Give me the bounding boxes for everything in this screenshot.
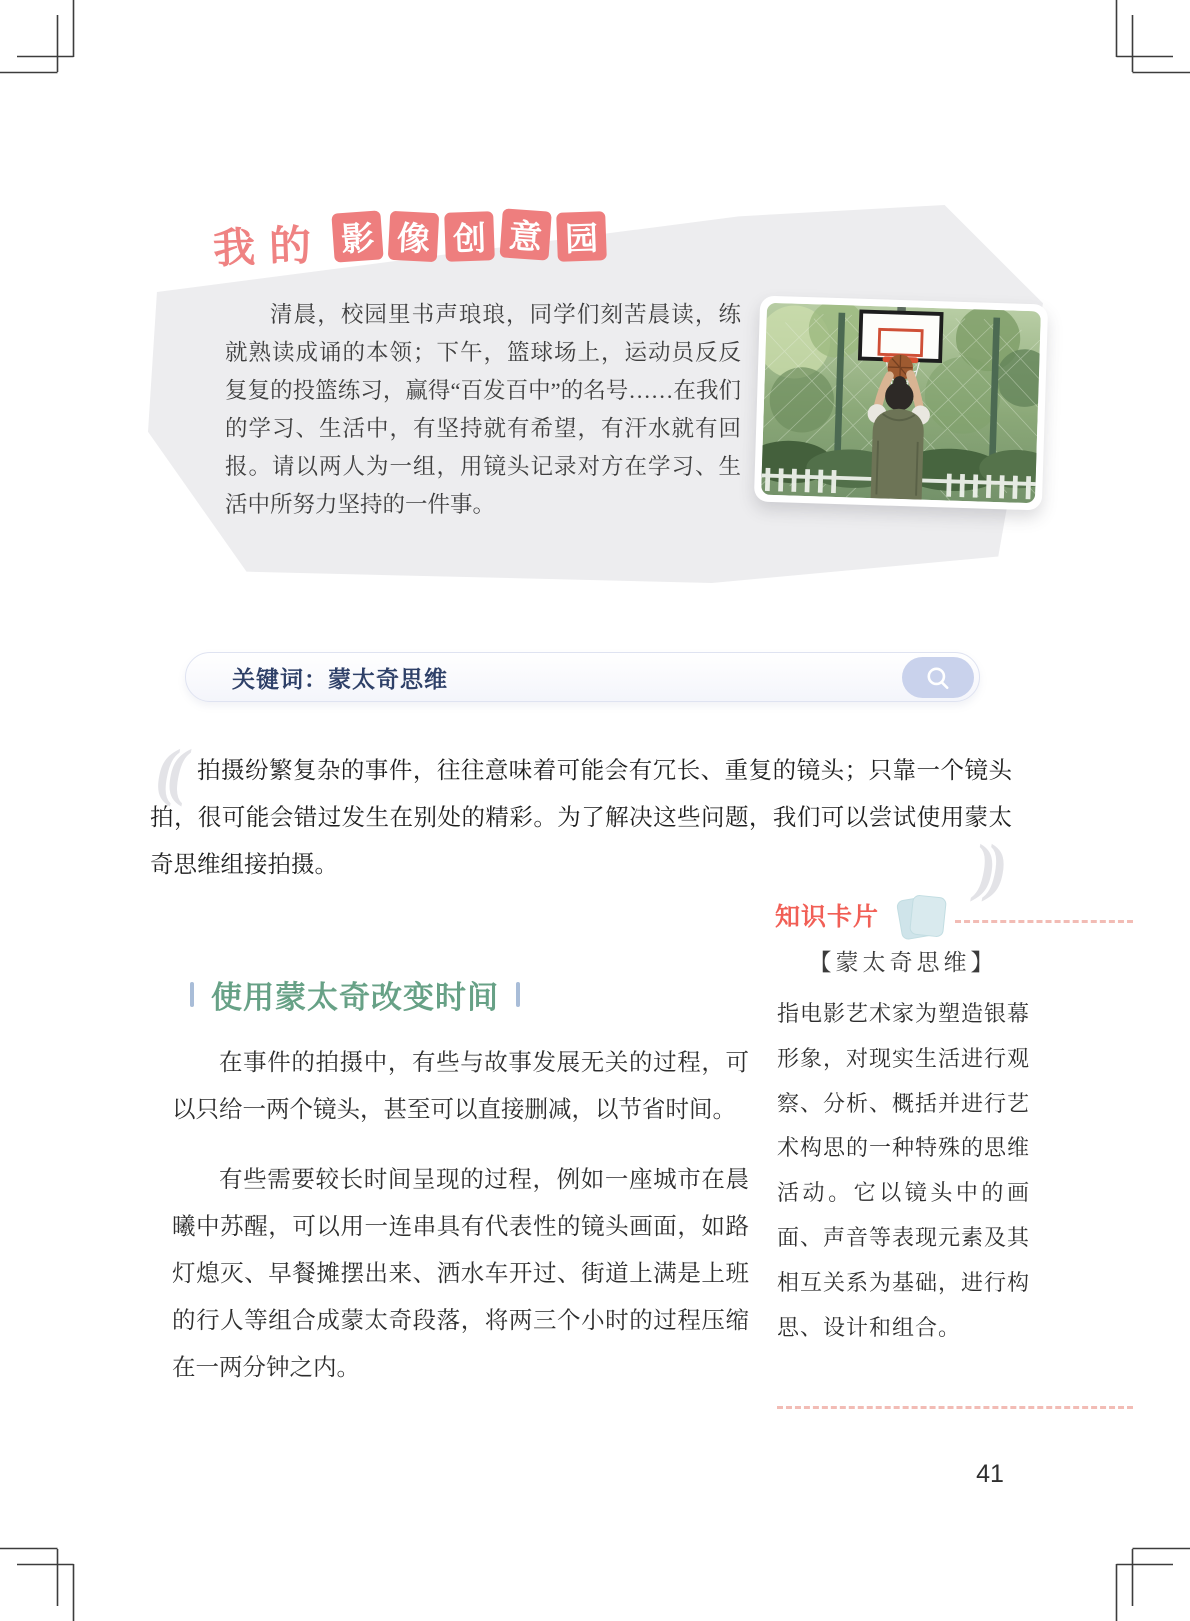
keyword-label: 关键词：蒙太奇思维 <box>232 665 448 692</box>
section-heading-text: 使用蒙太奇改变时间 <box>211 980 499 1015</box>
page-title-prefix: 我的 <box>212 221 326 272</box>
dashed-divider-top <box>955 920 1133 923</box>
dashed-divider-bottom <box>777 1406 1133 1409</box>
crop-mark-top-left <box>0 0 80 80</box>
title-tile: 园 <box>556 211 607 262</box>
title-tile: 创 <box>444 211 495 262</box>
intro-paragraph: 清晨，校园里书声琅琅，同学们刻苦晨读，练就熟读成诵的本领；下午，篮球场上，运动员反反复复的投篮练习，赢得“百发百中”的名号……在我们的学习、生活中，有坚持就有希望，有汗水就有回报。请以两人为一组，用镜头记录对方在学习、生活中所努力坚持的一件事。 <box>225 302 741 517</box>
crop-mark-bottom-right <box>1110 1541 1190 1621</box>
title-tile: 影 <box>331 210 383 262</box>
knowledge-card-title: 知识卡片 <box>775 903 880 931</box>
page-number: 41 <box>976 1460 1004 1488</box>
quote-open-mark: (( <box>155 736 178 807</box>
page-title <box>213 212 606 274</box>
main-text-column <box>172 1040 749 1415</box>
quote-close-mark: )) <box>975 831 998 902</box>
cards-icon <box>897 895 949 941</box>
search-icon <box>925 665 951 691</box>
crop-mark-top-right <box>1110 0 1190 80</box>
title-tile: 意 <box>500 208 552 260</box>
knowledge-card-header <box>775 895 1135 943</box>
title-tile: 像 <box>388 211 439 262</box>
body-paragraph: 有些需要较长时间呈现的过程，例如一座城市在晨曦中苏醒，可以用一连串具有代表性的镜头画面，如路灯熄灭、早餐摊摆出来、洒水车开过、街道上满是上班的行人等组合成蒙太奇段落，将两三个小时的过程压缩在一两分钟之内。 <box>172 1167 749 1381</box>
section-heading <box>190 972 520 1017</box>
page-title-tiles <box>333 212 606 261</box>
basketball-photo-illustration <box>761 303 1041 504</box>
quote-paragraph: 拍摄纷繁复杂的事件，往往意味着可能会有冗长、重复的镜头；只靠一个镜头拍，很可能会错过发生在别处的精彩。为了解决这些问题，我们可以尝试使用蒙太奇思维组接拍摄。 <box>150 758 1012 878</box>
crop-mark-bottom-left <box>0 1541 80 1621</box>
basketball-photo <box>754 296 1048 511</box>
heading-right-bar <box>516 982 520 1007</box>
knowledge-card-term: 【蒙太奇思维】 <box>808 950 998 975</box>
body-paragraph: 在事件的拍摄中，有些与故事发展无关的过程，可以只给一两个镜头，甚至可以直接删减，以节省时间。 <box>172 1050 749 1123</box>
search-button[interactable] <box>902 657 974 698</box>
knowledge-card-body: 指电影艺术家为塑造银幕形象，对现实生活进行观察、分析、概括并进行艺术构思的一种特殊的思维活动。它以镜头中的画面、声音等表现元素及其相互关系为基础，进行构思、设计和组合。 <box>777 1001 1031 1340</box>
keyword-search-bar[interactable] <box>185 652 980 702</box>
heading-left-bar <box>190 982 194 1007</box>
